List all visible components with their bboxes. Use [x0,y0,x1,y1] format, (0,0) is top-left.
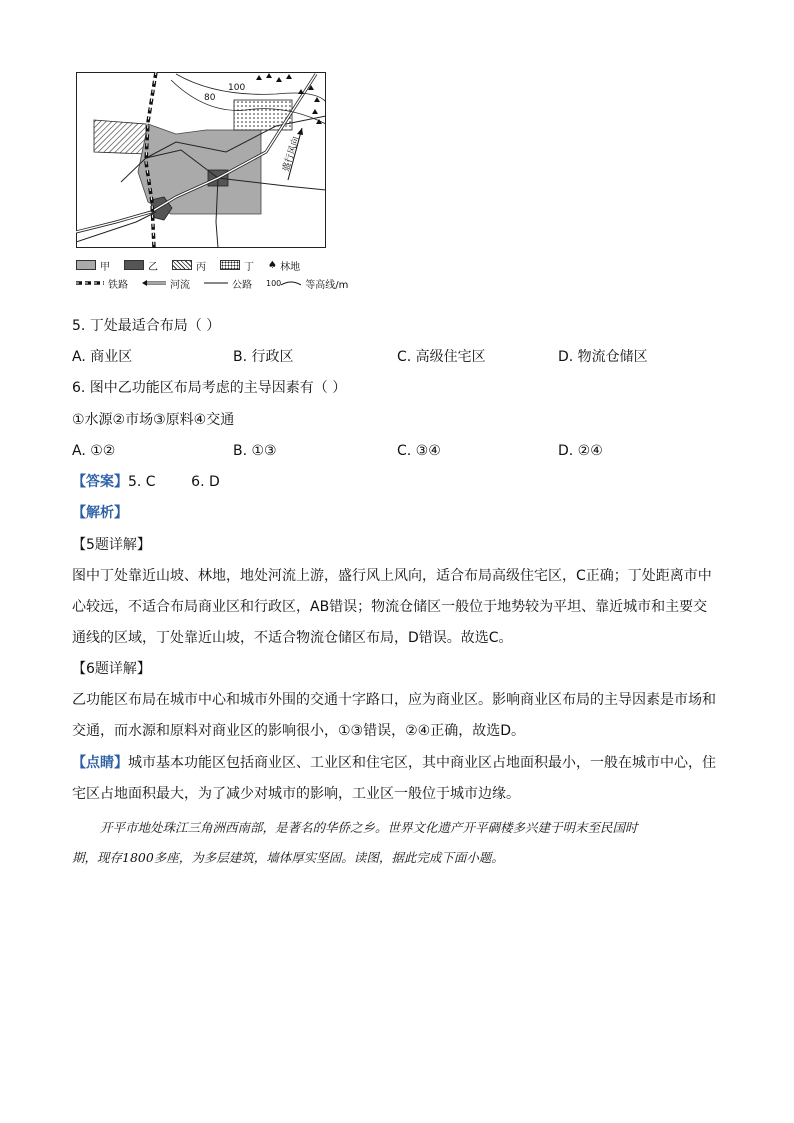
legend-swatch-yi [124,260,144,270]
legend-label: 公路 [232,279,252,291]
answer-text: 5. C 6. D [128,474,220,490]
q6-option-c: C. ③④ [397,443,441,459]
contour-label-80: 80 [204,93,216,103]
detail-6-line: 交通，而水源和原料对商业区的影响很小，①③错误，②④正确，故选D。 [72,723,525,739]
legend-label: 乙 [148,261,158,273]
analysis-tag: 【解析】 [72,505,128,521]
wind-label: 盛行风向 [281,135,302,173]
legend-label: 甲 [100,261,110,273]
q6-option-a: A. ①② [72,443,116,459]
tip-line: 宅区占地面积最大，为了减少对城市的影响，工业区一般位于城市边缘。 [72,786,520,802]
intro-line: 开平市地处珠江三角洲西南部，是著名的华侨之乡。世界文化遗产开平碉楼多兴建于明末至民国时 [100,820,638,835]
question-6-stem: 6. 图中乙功能区布局考虑的主导因素有（ ） [72,380,347,396]
intro-line: 期，现存1800多座，为多层建筑，墙体厚实坚固。读图，据此完成下面小题。 [72,850,504,865]
detail-5-body [72,561,722,654]
legend-swatch-jia [76,260,96,270]
detail-6-line: 乙功能区布局在城市中心和城市外围的交通十字路口，应为商业区。影响商业区布局的主导因素是市场和 [72,692,716,708]
legend-label: 等高线/m [305,279,349,291]
q5-option-b: B. 行政区 [233,349,294,365]
tip-tag: 【点睛】 [72,755,128,771]
legend-swatch-bing [172,260,192,270]
q5-option-d: D. 物流仓储区 [558,349,648,365]
city-map [76,72,326,248]
question-5-stem: 5. 丁处最适合布局（ ） [72,318,221,334]
answer-tag: 【答案】 [72,474,128,490]
tip-line: 城市基本功能区包括商业区、工业区和住宅区，其中商业区占地面积最小，一般在城市中心，住 [128,755,716,771]
map-legend [76,256,349,292]
contour-legend-icon [281,279,301,287]
answer-line [72,472,220,492]
zone-bing [94,120,146,154]
legend-swatch-ding [220,260,240,270]
q5-option-a: A. 商业区 [72,349,133,365]
legend-label: 丁 [244,261,254,273]
road-legend-icon [204,279,228,287]
contour-legend-value: 100 [266,278,282,288]
detail-5-line: 图中丁处靠近山坡、林地，地处河流上游，盛行风上风向，适合布局高级住宅区，C正确；丁处距离市中 [72,568,712,584]
question-6-factors: ①水源②市场③原料④交通 [72,412,235,428]
contour-label-100: 100 [228,83,246,93]
tree-icon: ♠ [268,259,277,271]
analysis-line [72,503,128,523]
detail-6-title: 【6题详解】 [72,661,151,677]
legend-label: 丙 [196,261,206,273]
legend-label: 林地 [280,261,301,273]
q6-option-b: B. ①③ [233,443,277,459]
q5-option-c: C. 高级住宅区 [397,349,486,365]
q6-option-d: D. ②④ [558,443,603,459]
detail-6-body [72,685,722,747]
detail-5-title: 【5题详解】 [72,537,151,553]
legend-label: 铁路 [108,279,128,291]
river-legend-icon [142,279,166,287]
railway-legend-icon [76,279,104,287]
legend-label: 河流 [170,279,190,291]
intro-passage [72,813,732,873]
detail-5-line: 通线的区域，丁处靠近山坡，不适合物流仓储区布局，D错误。故选C。 [72,630,513,646]
tip-body [72,748,722,810]
detail-5-line: 心较远，不适合布局商业区和行政区，AB错误；物流仓储区一般位于地势较为平坦、靠近城市和主要交 [72,599,708,615]
